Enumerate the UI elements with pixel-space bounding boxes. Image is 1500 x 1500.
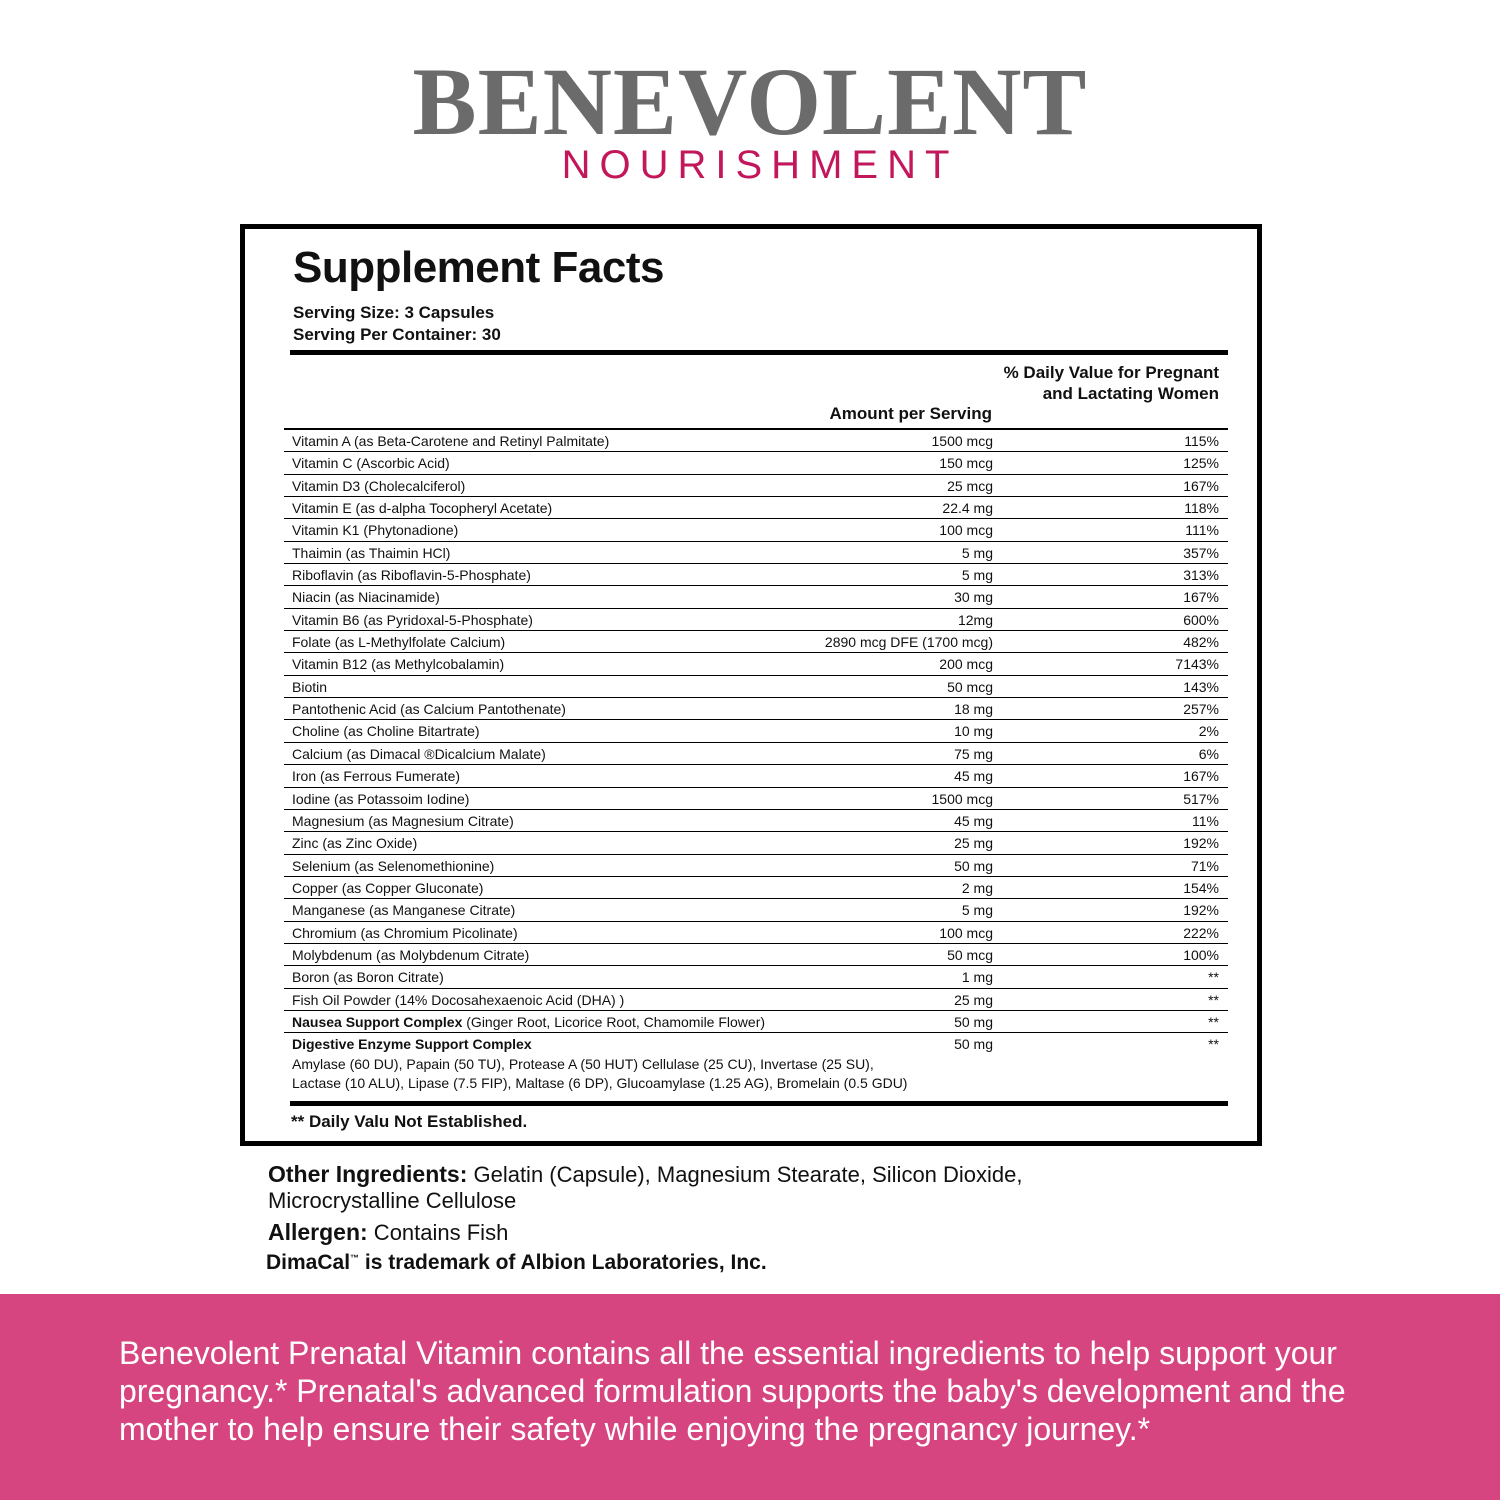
nutrient-amount: 5 mg [961, 567, 993, 584]
nutrient-name: Manganese (as Manganese Citrate) [292, 902, 516, 919]
nutrient-dv: 600% [1183, 611, 1219, 628]
nutrient-amount: 100 mcg [939, 924, 993, 941]
table-row [284, 743, 1228, 765]
nutrient-dv: 167% [1183, 768, 1219, 785]
nutrient-amount: 5 mg [961, 544, 993, 561]
nutrient-name: Folate (as L-Methylfolate Calcium) [292, 634, 506, 651]
nutrient-amount: 1500 mcg [931, 433, 993, 449]
nutrient-dv: 192% [1183, 902, 1219, 919]
nutrient-amount: 25 mg [954, 835, 993, 852]
supplement-facts-panel [240, 224, 1262, 1146]
nutrient-dv: 313% [1183, 567, 1219, 584]
nutrient-dv: 6% [1198, 745, 1219, 762]
description-banner [0, 1294, 1500, 1500]
nutrient-amount: 200 mcg [939, 656, 993, 673]
allergen-text: Contains Fish [367, 1220, 509, 1245]
nutrient-amount: 2 mg [961, 879, 993, 896]
nutrient-dv: 115% [1184, 433, 1219, 449]
nutrient-dv: 482% [1183, 634, 1219, 651]
nutrient-amount: 5 mg [961, 902, 993, 919]
nutrient-name: Vitamin C (Ascorbic Acid) [292, 455, 450, 472]
nutrient-amount: 22.4 mg [942, 500, 993, 517]
other-ingredients [268, 1161, 1148, 1214]
nutrient-name: Chromium (as Chromium Picolinate) [292, 924, 518, 941]
nutrient-name: Fish Oil Powder (14% Docosahexaenoic Acid (DHA) ) [292, 991, 625, 1008]
table-row [284, 519, 1228, 541]
table-row [284, 922, 1228, 944]
servings-per-container: Serving Per Container: 30 [293, 325, 501, 344]
nutrient-name: Nausea Support Complex (Ginger Root, Licorice Root, Chamomile Flower) [292, 1013, 766, 1030]
nutrient-name: Digestive Enzyme Support Complex [292, 1036, 532, 1053]
nutrient-name: Choline (as Choline Bitartrate) [292, 723, 480, 740]
enzyme-list: Amylase (60 DU), Papain (50 TU), Protease A (50 HUT) Cellulase (25 CU), Invertase (25 SU), Lactase (10 ALU), Lipase (7.5 FIP), Maltase (6 DP), Glucoamylase (1.25 AG), Bromelain (0.5 GDU) [292, 1056, 908, 1092]
facts-table [284, 430, 1228, 1103]
nutrient-amount: 30 mg [954, 589, 993, 606]
top-rule [290, 350, 1228, 355]
nutrient-dv: 357% [1183, 544, 1219, 561]
table-row [284, 452, 1228, 474]
facts-title: Supplement Facts [293, 243, 664, 292]
nutrient-amount: 45 mg [954, 812, 993, 829]
nutrient-amount: 50 mg [954, 1036, 993, 1053]
table-row [284, 989, 1228, 1011]
table-row [284, 788, 1228, 810]
nutrient-amount: 150 mcg [939, 455, 993, 472]
nutrient-amount: 1500 mcg [931, 790, 993, 807]
table-row [284, 497, 1228, 519]
footnote: ** Daily Valu Not Established. [291, 1112, 528, 1131]
table-row [284, 430, 1228, 452]
nutrient-dv: 118% [1184, 500, 1219, 517]
table-row [284, 631, 1228, 653]
nutrient-dv: 167% [1183, 477, 1219, 494]
nutrient-name: Pantothenic Acid (as Calcium Pantothenate) [292, 701, 566, 718]
trademark-notice: DimaCal™ is trademark of Albion Laboratories, Inc. [266, 1251, 767, 1274]
nutrient-name: Thaimin (as Thaimin HCl) [292, 544, 451, 561]
nutrient-dv: 125% [1183, 455, 1219, 472]
table-row [284, 698, 1228, 720]
nutrient-name: Boron (as Boron Citrate) [292, 969, 444, 986]
allergen-info [268, 1218, 508, 1247]
nutrient-name: Vitamin E (as d-alpha Tocopheryl Acetate) [292, 500, 553, 517]
nutrient-amount: 25 mg [954, 991, 993, 1008]
nutrient-dv: ** [1208, 991, 1219, 1008]
nutrient-dv: 154% [1183, 879, 1219, 896]
nutrient-dv: 167% [1183, 589, 1219, 606]
table-row [284, 1011, 1228, 1033]
nutrient-amount: 50 mg [954, 857, 993, 874]
table-row [284, 832, 1228, 854]
nutrient-amount: 50 mcg [947, 946, 993, 963]
serving-size: Serving Size: 3 Capsules [293, 303, 495, 322]
nutrient-amount: 25 mcg [947, 477, 993, 494]
table-row [284, 810, 1228, 832]
nutrient-amount: 12mg [957, 611, 993, 628]
table-row [284, 720, 1228, 742]
nutrient-name: Vitamin K1 (Phytonadione) [292, 522, 459, 539]
nutrient-name: Biotin [292, 678, 328, 695]
table-row [284, 564, 1228, 586]
brand-name: BENEVOLENT [412, 48, 1088, 155]
nutrient-dv: 257% [1183, 701, 1219, 718]
nutrient-name: Copper (as Copper Gluconate) [292, 879, 484, 896]
nutrient-amount: 75 mg [954, 745, 993, 762]
other-ingredients-label: Other Ingredients: [268, 1161, 468, 1187]
allergen-label: Allergen: [268, 1219, 368, 1245]
nutrient-name: Vitamin A (as Beta-Carotene and Retinyl Palmitate) [292, 433, 610, 449]
bottom-rule [290, 1101, 1228, 1106]
table-row [284, 855, 1228, 877]
nutrient-name: Vitamin B12 (as Methylcobalamin) [292, 656, 505, 673]
table-row [284, 609, 1228, 631]
nutrient-amount: 18 mg [954, 701, 993, 718]
nutrient-amount: 2890 mcg DFE (1700 mcg) [824, 634, 993, 651]
nutrient-amount: 45 mg [954, 768, 993, 785]
table-row [284, 765, 1228, 787]
brand-tagline: NOURISHMENT [561, 143, 959, 187]
table-row [284, 966, 1228, 988]
nutrient-amount: 50 mcg [947, 678, 993, 695]
nutrient-dv: 517% [1183, 790, 1219, 807]
nutrient-dv: 100% [1183, 946, 1219, 963]
nutrient-dv: 143% [1183, 678, 1219, 695]
nutrient-amount: 100 mcg [939, 522, 993, 539]
table-row [284, 899, 1228, 921]
nutrient-amount: 10 mg [954, 723, 993, 740]
nutrient-dv: 111% [1185, 522, 1219, 539]
nutrient-name: Riboflavin (as Riboflavin-5-Phosphate) [292, 567, 531, 584]
other-ingredients-text: Gelatin (Capsule), Magnesium Stearate, Silicon Dioxide, Microcrystalline Cellulose [268, 1162, 1023, 1213]
nutrient-dv: 192% [1183, 835, 1219, 852]
nutrient-name: Niacin (as Niacinamide) [292, 589, 440, 606]
nutrient-dv: 2% [1198, 723, 1219, 740]
nutrient-name: Zinc (as Zinc Oxide) [292, 835, 418, 852]
nutrient-name: Magnesium (as Magnesium Citrate) [292, 812, 514, 829]
table-row [284, 676, 1228, 698]
table-row [284, 877, 1228, 899]
banner-text: Benevolent Prenatal Vitamin contains all the essential ingredients to help support your pregnancy.* Prenatal's advanced formulation supports the baby's development and the mother to help ensure their safety while enjoying the pregnancy journey.* [119, 1335, 1346, 1447]
nutrient-dv: 7143% [1175, 656, 1219, 673]
nutrient-name: Iodine (as Potassoim Iodine) [292, 790, 470, 807]
nutrient-name: Vitamin B6 (as Pyridoxal-5-Phosphate) [292, 611, 533, 628]
amount-column-header: Amount per Serving [829, 404, 992, 423]
nutrient-dv: 222% [1183, 924, 1219, 941]
nutrient-dv: ** [1208, 1036, 1219, 1053]
nutrient-dv: ** [1208, 969, 1219, 986]
table-row [284, 586, 1228, 608]
nutrient-name: Molybdenum (as Molybdenum Citrate) [292, 946, 530, 963]
table-row [284, 475, 1228, 497]
nutrient-amount: 1 mg [961, 969, 993, 986]
table-row [284, 1033, 1228, 1103]
daily-value-column-header: % Daily Value for Pregnant and Lactating Women [1003, 363, 1219, 403]
nutrient-dv: 11% [1192, 812, 1219, 829]
nutrient-name: Iron (as Ferrous Fumerate) [292, 768, 461, 785]
nutrient-name: Vitamin D3 (Cholecalciferol) [292, 477, 466, 494]
nutrient-dv: ** [1208, 1013, 1219, 1030]
table-row [284, 944, 1228, 966]
nutrient-dv: 71% [1190, 857, 1219, 874]
nutrient-name: Calcium (as Dimacal ®Dicalcium Malate) [292, 745, 546, 762]
nutrient-amount: 50 mg [954, 1013, 993, 1030]
table-row [284, 653, 1228, 675]
nutrient-name: Selenium (as Selenomethionine) [292, 857, 495, 874]
table-row [284, 542, 1228, 564]
